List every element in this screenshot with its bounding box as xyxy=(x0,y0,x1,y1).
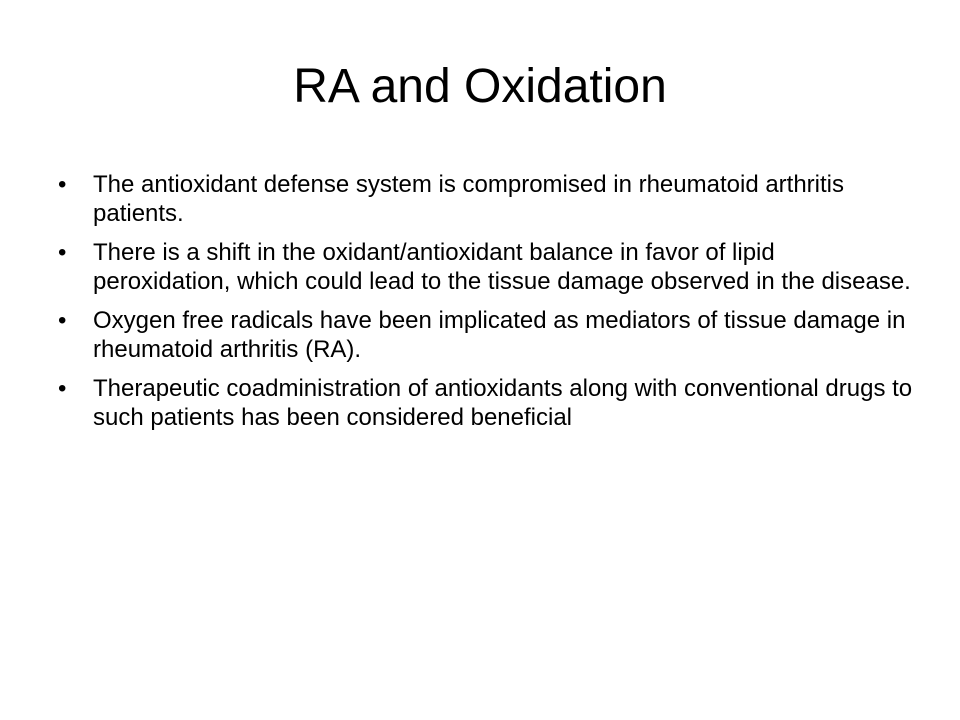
bullet-text: Therapeutic coadministration of antioxidants along with conventional drugs to such patients has been considered beneficial xyxy=(93,375,913,431)
bullet-icon: • xyxy=(58,239,67,266)
bullet-icon: • xyxy=(58,375,67,402)
bullet-item xyxy=(58,306,918,364)
slide-title: RA and Oxidation xyxy=(293,60,667,113)
bullet-item xyxy=(58,374,918,432)
bullet-list xyxy=(58,170,918,442)
bullet-icon: • xyxy=(58,171,67,198)
bullet-text: The antioxidant defense system is compromised in rheumatoid arthritis patients. xyxy=(93,171,845,227)
bullet-text: Oxygen free radicals have been implicated as mediators of tissue damage in rheumatoid arthritis (RA). xyxy=(93,307,906,363)
bullet-item xyxy=(58,238,918,296)
bullet-text: There is a shift in the oxidant/antioxidant balance in favor of lipid peroxidation, which could lead to the tissue damage observed in the disease. xyxy=(93,239,911,295)
bullet-icon: • xyxy=(58,307,67,334)
bullet-item xyxy=(58,170,918,228)
